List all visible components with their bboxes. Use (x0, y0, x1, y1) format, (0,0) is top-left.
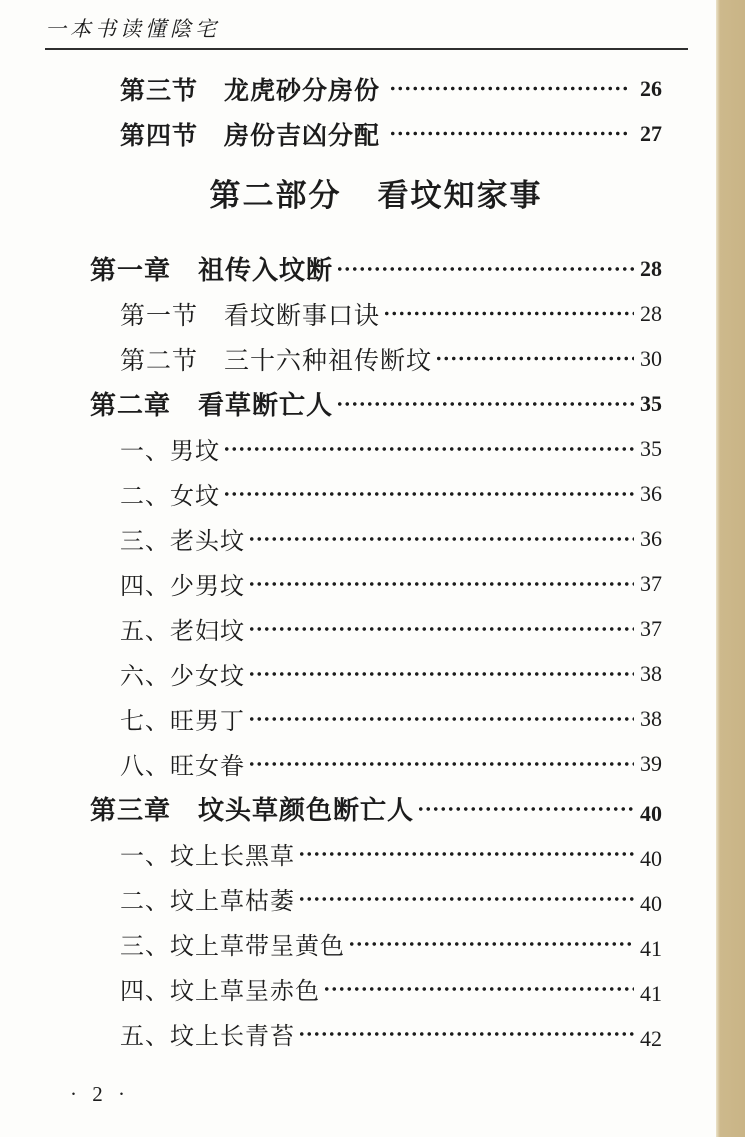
toc-entry-label: 第四节 房份吉凶分配 (120, 122, 381, 150)
dot-leader (223, 437, 634, 461)
toc-entry-page-number: 41 (640, 935, 662, 961)
toc-entry-page-number: 37 (640, 570, 662, 596)
toc-entry-label: 二、坟上草枯萎 (120, 889, 295, 915)
toc-entry (120, 471, 662, 516)
toc-entry-page-number: 40 (640, 890, 662, 916)
toc-entry (120, 651, 662, 696)
toc-entry-page-number: 28 (640, 300, 662, 326)
toc-entry-label: 第二节 三十六种祖传断坟 (120, 347, 433, 375)
dot-leader (248, 617, 634, 641)
dot-leader (383, 301, 634, 326)
toc-entry (90, 381, 662, 426)
toc-entry (120, 606, 662, 651)
part-heading-number: 第二部分 (209, 178, 342, 213)
toc-entry-page-number: 30 (640, 345, 662, 371)
toc-entry-label: 五、老妇坟 (120, 619, 245, 645)
toc-entry (120, 876, 662, 921)
book-edge-strip (716, 0, 745, 1137)
dot-leader (248, 752, 634, 776)
dot-leader (389, 121, 628, 146)
toc-entry-label: 八、旺女眷 (120, 754, 245, 780)
toc-entry (90, 786, 662, 831)
dot-leader (298, 842, 634, 866)
toc-entry-label: 四、坟上草呈赤色 (120, 979, 320, 1005)
toc-entry-label: 一、坟上长黑草 (120, 844, 295, 870)
running-header-title: 一本书读懂陰宅 (45, 17, 220, 41)
dot-leader (298, 1022, 634, 1046)
dot-leader (336, 391, 634, 417)
toc-entry-label: 三、老头坟 (120, 529, 245, 555)
toc-entry (120, 516, 662, 561)
dot-leader (323, 977, 634, 1001)
toc-entry-label: 第一节 看坟断事口诀 (120, 302, 381, 330)
toc-entry-label: 第三节 龙虎砂分房份 (120, 77, 381, 105)
toc-entry-page-number: 40 (640, 845, 662, 871)
dot-leader (389, 76, 628, 101)
toc-entry-label: 六、少女坟 (120, 664, 245, 690)
dot-leader (435, 346, 634, 371)
toc-entry (120, 1011, 662, 1056)
dot-leader (336, 256, 634, 282)
dot-leader (223, 482, 634, 506)
toc-entry-page-number: 40 (640, 800, 662, 826)
toc-entry (120, 696, 662, 741)
header-rule (45, 48, 688, 50)
toc-entry-label: 七、旺男丁 (120, 709, 245, 735)
toc-entry-page-number: 38 (640, 705, 662, 731)
dot-leader (248, 662, 634, 686)
toc-entry-label: 二、女坟 (120, 484, 220, 510)
toc-entry-label: 第一章 祖传入坟断 (90, 256, 334, 285)
page-footer (70, 1082, 130, 1107)
toc-entry-page-number: 39 (640, 750, 662, 776)
toc-entry-label: 四、少男坟 (120, 574, 245, 600)
toc-entry-label: 第三章 坟头草颜色断亡人 (90, 796, 415, 825)
toc-entry (120, 741, 662, 786)
toc-entry-label: 第二章 看草断亡人 (90, 391, 334, 420)
toc-entry (120, 336, 662, 381)
toc-entry-page-number: 26 (640, 75, 662, 101)
toc-entry-page-number: 38 (640, 660, 662, 686)
toc-entry (120, 111, 662, 156)
dot-leader (348, 932, 634, 956)
toc-entry-page-number: 36 (640, 480, 662, 506)
dot-leader (298, 887, 634, 911)
toc-entry-page-number: 27 (640, 120, 662, 146)
part-heading (90, 175, 662, 217)
dot-leader (417, 796, 634, 822)
toc-entry (120, 426, 662, 471)
toc-entry-page-number: 35 (640, 390, 662, 416)
toc-entry-page-number: 41 (640, 980, 662, 1006)
toc-entry (120, 831, 662, 876)
toc-entry-page-number: 37 (640, 615, 662, 641)
toc-entry (120, 291, 662, 336)
toc-entries (0, 246, 716, 1056)
dot-leader (248, 572, 634, 596)
toc-entry-label: 五、坟上长青苔 (120, 1024, 295, 1050)
toc-entry (120, 561, 662, 606)
folio-page-number: · 2 · (70, 1082, 130, 1106)
toc-entry (120, 966, 662, 1011)
toc-entry (90, 246, 662, 291)
toc-top-entries (0, 66, 716, 156)
toc-entry (120, 921, 662, 966)
toc-entry-label: 三、坟上草带呈黄色 (120, 934, 345, 960)
dot-leader (248, 707, 634, 731)
toc-entry-page-number: 42 (640, 1025, 662, 1051)
toc-entry-page-number: 36 (640, 525, 662, 551)
toc-entry (120, 66, 662, 111)
part-heading-title: 看坟知家事 (377, 178, 543, 213)
toc-entry-label: 一、男坟 (120, 439, 220, 465)
toc-entry-page-number: 35 (640, 435, 662, 461)
dot-leader (248, 527, 634, 551)
toc-entry-page-number: 28 (640, 255, 662, 281)
